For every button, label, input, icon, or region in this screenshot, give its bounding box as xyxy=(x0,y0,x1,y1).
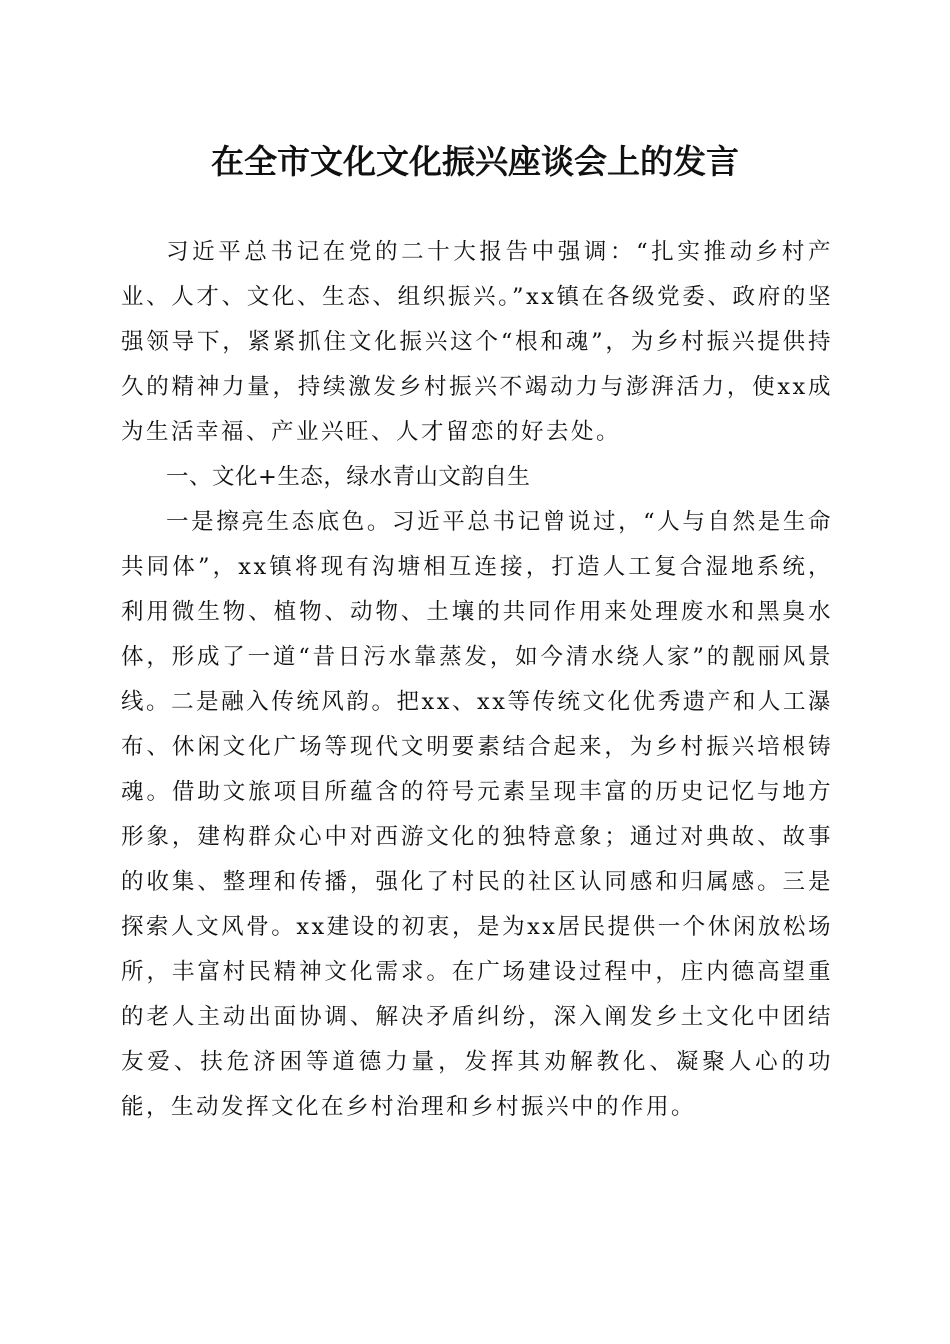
page-title: 在全市文化文化振兴座谈会上的发言 xyxy=(211,142,739,181)
section-heading: 一、文化+生态，绿水青山文韵自生 xyxy=(166,464,531,490)
intro-paragraph: 习近平总书记在党的二十大报告中强调：“扎实推动乡村产业、人才、文化、生态、组织振兴。”xx镇在各级党委、政府的坚强领导下，紧紧抓住文化振兴这个“根和魂”，为乡村振兴提供持久的精神力量，持续激发乡村振兴不竭动力与澎湃活力，使xx成为生活幸福、产业兴旺、人才留恋的好去处。 xyxy=(121,239,833,445)
document-body xyxy=(121,230,833,1130)
section-paragraph: 一是擦亮生态底色。习近平总书记曾说过，“人与自然是生命共同体”，xx镇将现有沟塘相互连接，打造人工复合湿地系统，利用微生物、植物、动物、土壤的共同作用来处理废水和黑臭水体，形成了一道“昔日污水靠蒸发，如今清水绕人家”的靓丽风景线。二是融入传统风韵。把xx、xx等传统文化优秀遗产和人工瀑布、休闲文化广场等现代文明要素结合起来，为乡村振兴培根铸魂。借助文旅项目所蕴含的符号元素呈现丰富的历史记忆与地方形象，建构群众心中对西游文化的独特意象；通过对典故、故事的收集、整理和传播，强化了村民的社区认同感和归属感。三是探索人文风骨。xx建设的初衷，是为xx居民提供一个休闲放松场所，丰富村民精神文化需求。在广场建设过程中，庄内德高望重的老人主动出面协调、解决矛盾纠纷，深入阐发乡土文化中团结友爱、扶危济困等道德力量，发挥其劝解教化、凝聚人心的功能，生动发挥文化在乡村治理和乡村振兴中的作用。 xyxy=(121,509,833,1120)
